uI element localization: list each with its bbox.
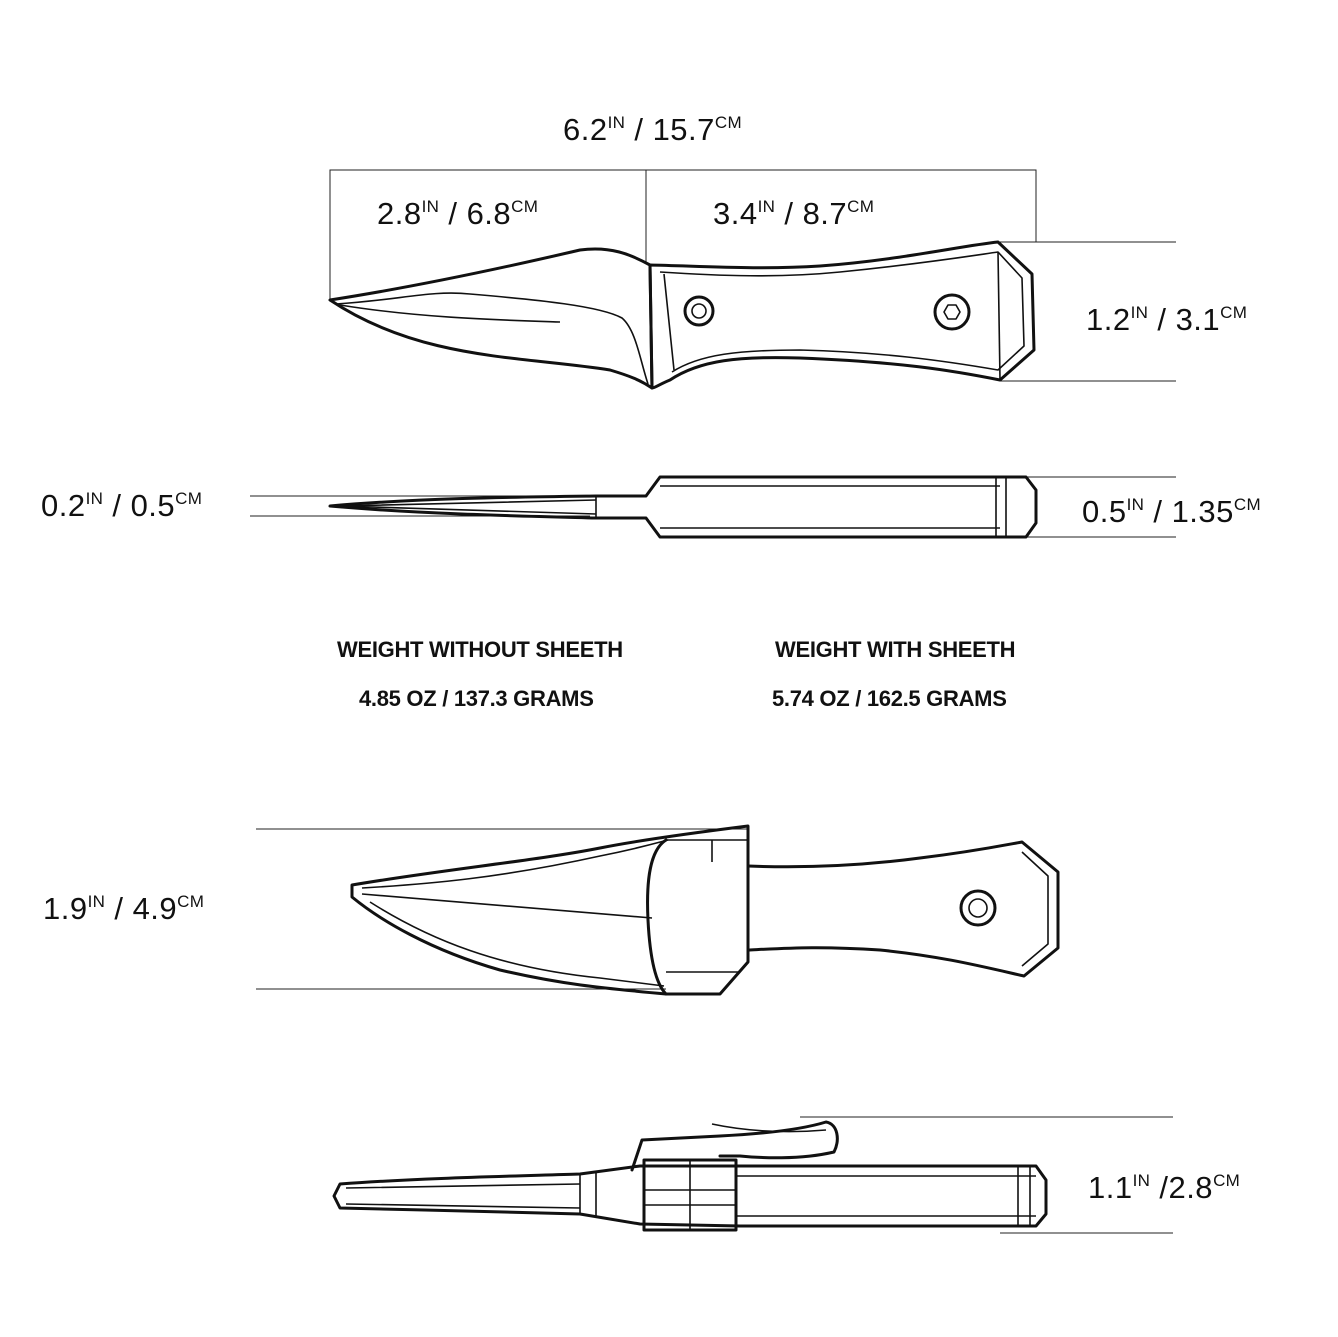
weight-with-sheath-value: 5.74 OZ / 162.5 GRAMS [772,686,1007,711]
sheath-height-label: $1.9^{IN} / 4.9^{CM}$ [43,891,205,926]
weight-without-sheath-label: WEIGHT WITHOUT SHEETH [337,637,623,662]
blade-thickness-label: $0.2^{IN} / 0.5^{CM}$ [41,488,203,523]
sheath-side-view [352,826,1058,994]
knife-top-view [330,477,1036,537]
handle-length-label: $3.4^{IN} / 8.7^{CM}$ [713,196,875,231]
weight-with-sheath-label: WEIGHT WITH SHEETH [775,637,1016,662]
weight-without-sheath-value: 4.85 OZ / 137.3 GRAMS [359,686,594,711]
blade-length-label: $2.8^{IN} / 6.8^{CM}$ [377,196,539,231]
knife-side-view [330,242,1034,388]
overall-length-label: $6.2^{IN} / 15.7^{CM}$ [563,112,742,147]
sheath-thickness-label: $1.1^{IN}$ $/2.8^{CM}$ [1088,1170,1241,1205]
sheath-top-view [334,1122,1046,1230]
height-label: $1.2^{IN} / 3.1^{CM}$ [1086,302,1248,337]
handle-thickness-label: $0.5^{IN} / 1.35^{CM}$ [1082,494,1261,529]
